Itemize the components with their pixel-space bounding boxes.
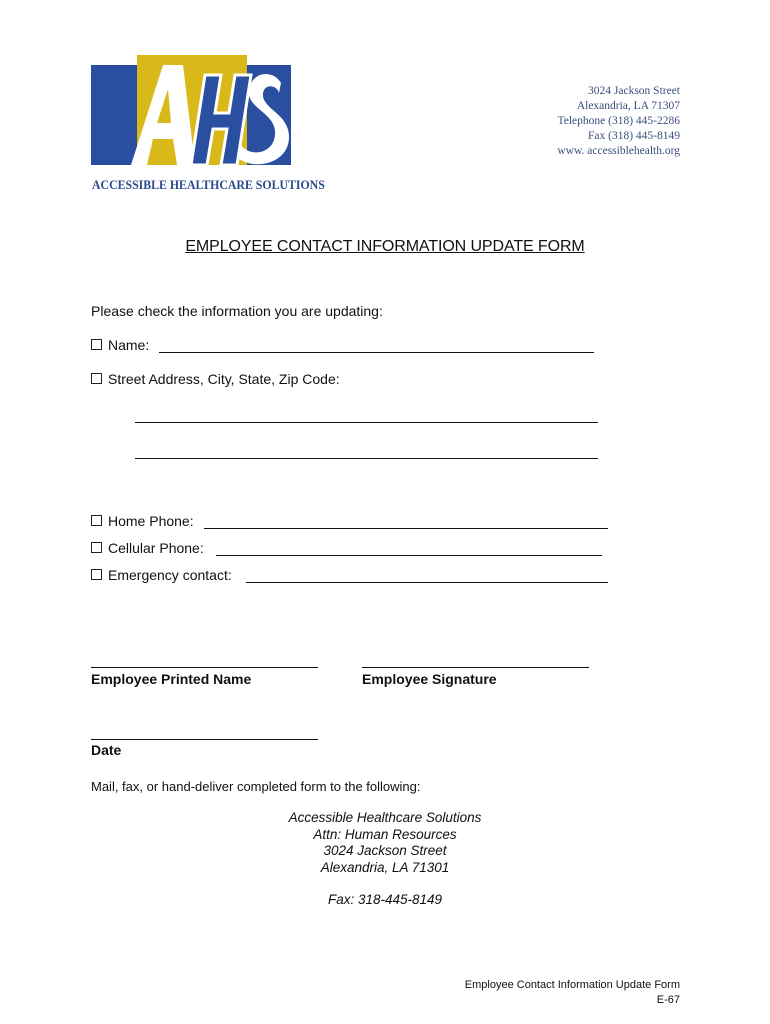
cell-phone-label: Cellular Phone: [108,540,204,556]
logo-caption: ACCESSIBLE HEALTHCARE SOLUTIONS [92,178,325,192]
emergency-label: Emergency contact: [108,567,232,583]
recipient-street: 3024 Jackson Street [323,843,447,858]
name-label: Name: [108,337,150,353]
recipient-fax: Fax: 318-445-8149 [327,892,443,907]
home-phone-input-line[interactable] [204,528,608,529]
form-prompt: Please check the information you are updating: [91,303,383,319]
footer-form-code: E-67 [656,994,680,1006]
cell-phone-checkbox[interactable] [91,542,102,553]
name-input-line[interactable] [159,352,594,353]
address-street: 3024 Jackson Street [588,85,680,97]
date-line[interactable] [91,739,318,740]
signature-line[interactable] [362,667,589,668]
home-phone-row [91,513,194,529]
emergency-checkbox[interactable] [91,569,102,580]
name-field-row [91,337,149,353]
address-city: Alexandria, LA 71307 [576,100,680,112]
address-checkbox[interactable] [91,373,102,384]
footer-form-name: Employee Contact Information Update Form [464,979,680,991]
company-address [557,84,680,159]
date-label: Date [91,742,122,758]
page-footer [465,978,680,1008]
address-label: Street Address, City, State, Zip Code: [108,371,340,387]
address-field-row [91,371,340,387]
address-input-line-2[interactable] [135,458,598,459]
recipient-attn: Attn: Human Resources [313,826,457,842]
delivery-instructions: Mail, fax, or hand-deliver completed form to the following: [91,779,421,794]
recipient-city: Alexandria, LA 71301 [320,859,450,875]
address-fax: Fax (318) 445-8149 [588,130,680,142]
recipient-name: Accessible Healthcare Solutions [288,810,482,825]
address-input-line-1[interactable] [135,422,598,423]
printed-name-label: Employee Printed Name [91,671,252,687]
cell-phone-row [91,540,204,556]
home-phone-label: Home Phone: [108,513,194,529]
printed-name-line[interactable] [91,667,318,668]
cell-phone-input-line[interactable] [216,555,602,556]
address-telephone: Telephone (318) 445-2286 [557,115,680,127]
form-title: EMPLOYEE CONTACT INFORMATION UPDATE FORM [185,238,585,255]
emergency-row [91,567,232,583]
home-phone-checkbox[interactable] [91,515,102,526]
signature-label: Employee Signature [362,671,497,687]
ahs-logo [91,53,325,195]
recipient-address [0,810,770,876]
name-checkbox[interactable] [91,339,102,350]
emergency-input-line[interactable] [246,582,608,583]
address-website: www. accessiblehealth.org [557,145,680,157]
